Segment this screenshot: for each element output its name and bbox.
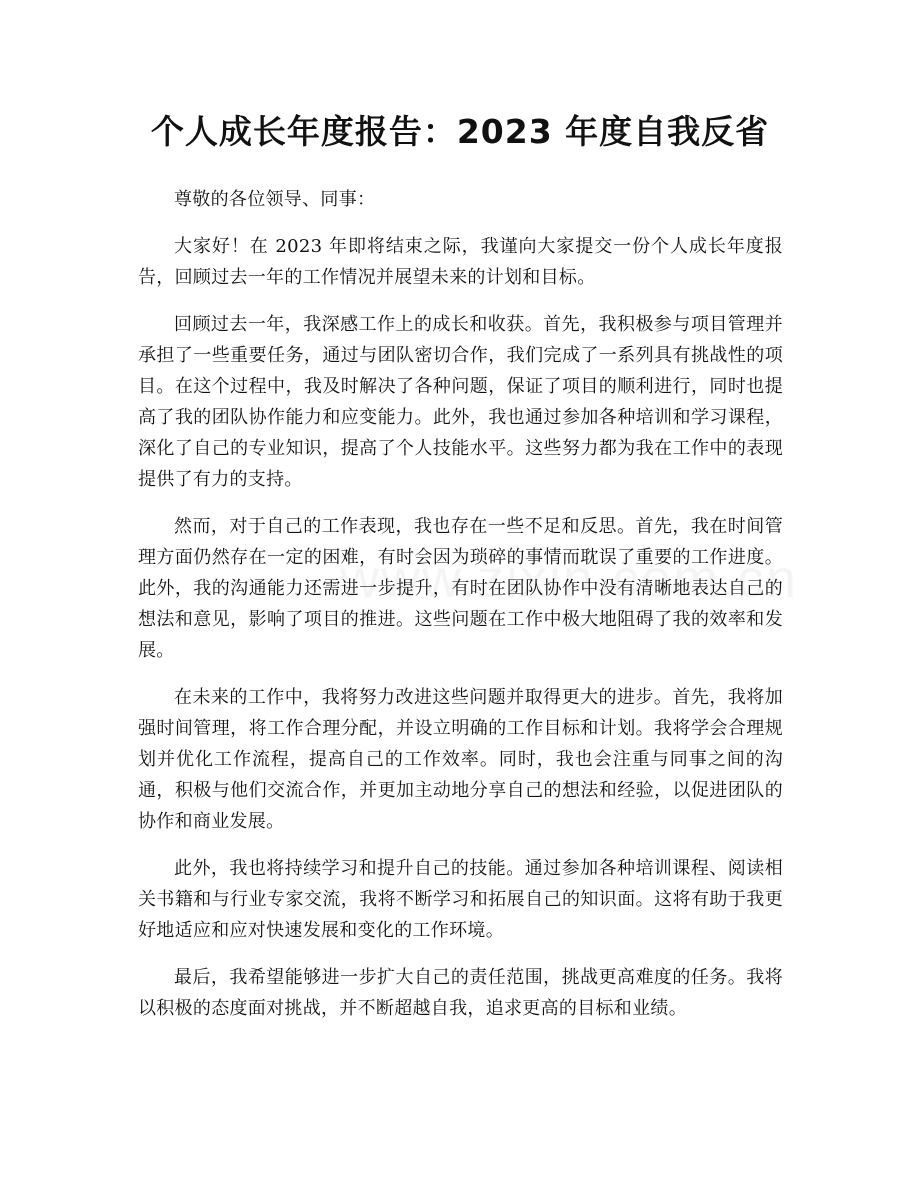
document-body [138, 184, 783, 1040]
paragraph-greeting: 大家好！在 2023 年即将结束之际，我谨向大家提交一份个人成长年度报告，回顾过去一年的工作情况并展望未来的计划和目标。 [138, 236, 783, 288]
document-title: 个人成长年度报告：2023 年度自我反省 [150, 112, 770, 151]
paragraph-reflection: 然而，对于自己的工作表现，我也存在一些不足和反思。首先，我在时间管理方面仍然存在一定的困难，有时会因为琐碎的事情而耽误了重要的工作进度。此外，我的沟通能力还需进一步提升，有时在团队协作中没有清晰地表达自己的想法和意见，影响了项目的推进。这些问题在工作中极大地阻碍了我的效率和发展。 [138, 516, 783, 661]
salutation: 尊敬的各位领导、同事： [174, 189, 376, 210]
paragraph-improvement: 在未来的工作中，我将努力改进这些问题并取得更大的进步。首先，我将加强时间管理，将工作合理分配，并设立明确的工作目标和计划。我将学会合理规划并优化工作流程，提高自己的工作效率。同时，我也会注重与同事之间的沟通，积极与他们交流合作，并更加主动地分享自己的想法和经验，以促进团队的协作和商业发展。 [138, 687, 783, 832]
paragraph-review: 回顾过去一年，我深感工作上的成长和收获。首先，我积极参与项目管理并承担了一些重要任务，通过与团队密切合作，我们完成了一系列具有挑战性的项目。在这个过程中，我及时解决了各种问题，保证了项目的顺利进行，同时也提高了我的团队协作能力和应变能力。此外，我也通过参加各种培训和学习课程，深化了自己的专业知识，提高了个人技能水平。这些努力都为我在工作中的表现提供了有力的支持。 [138, 314, 783, 490]
paragraph-conclusion: 最后，我希望能够进一步扩大自己的责任范围，挑战更高难度的任务。我将以积极的态度面对挑战，并不断超越自我，追求更高的目标和业绩。 [138, 967, 783, 1019]
paragraph-learning: 此外，我也将持续学习和提升自己的技能。通过参加各种培训课程、阅读相关书籍和与行业专家交流，我将不断学习和拓展自己的知识面。这将有助于我更好地适应和应对快速发展和变化的工作环境。 [138, 858, 783, 941]
